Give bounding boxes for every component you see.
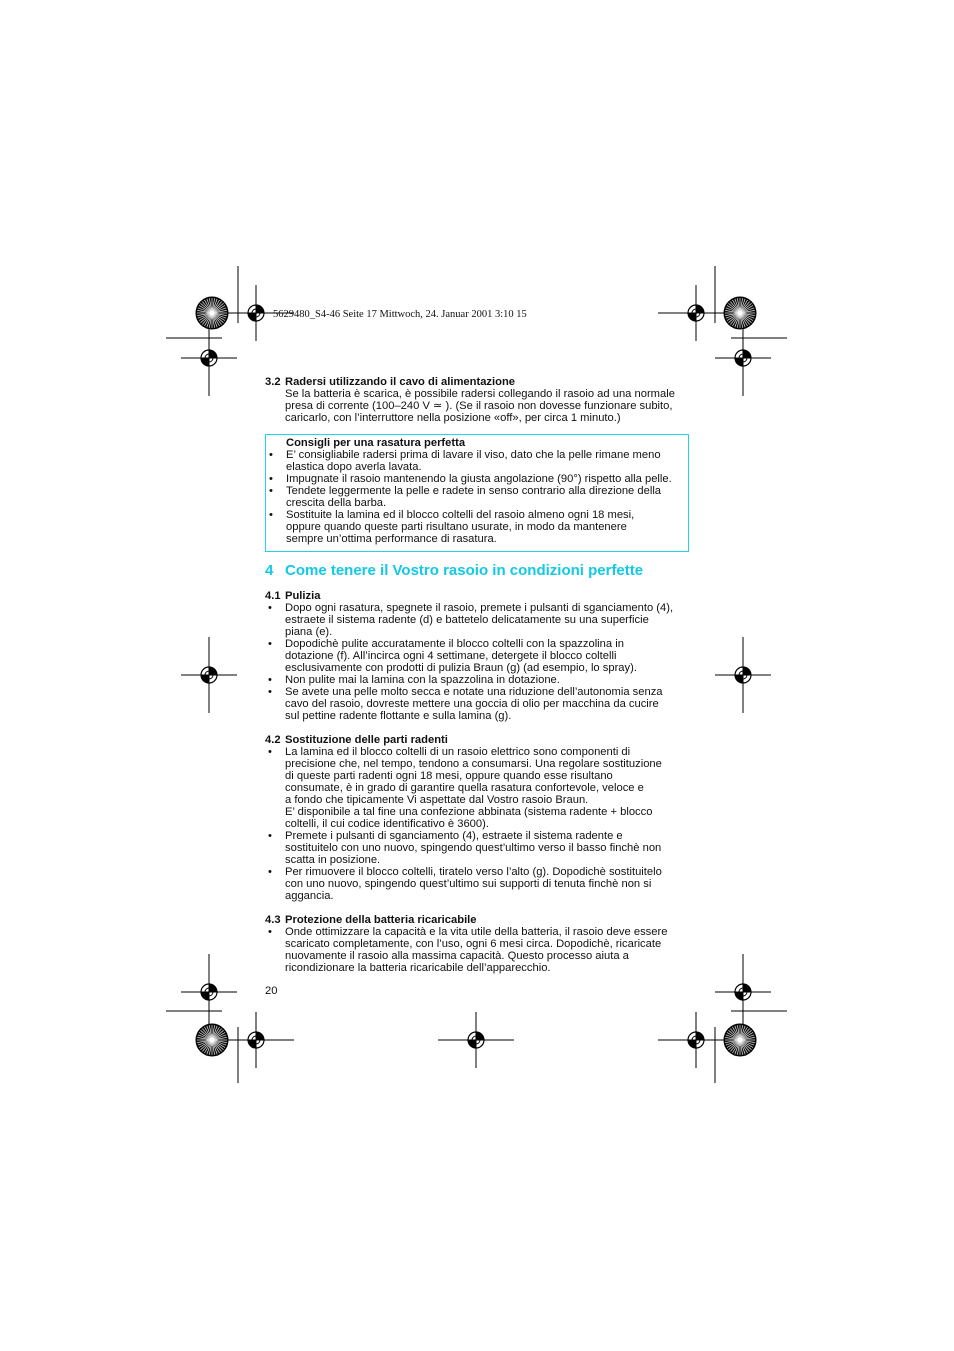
list-item xyxy=(265,638,687,674)
section-title: Protezione della batteria ricaricabile xyxy=(285,914,477,926)
text-line: nuovamente il rasoio alla massima capacità. Questo processo aiuta a xyxy=(285,950,629,962)
text-line: oppure quando queste parti risultano usurate, in modo da mantenere xyxy=(286,521,627,533)
text-line: piana (e). xyxy=(285,626,333,638)
section-number: 4.1 xyxy=(265,590,281,602)
page-content xyxy=(265,376,687,974)
text-line: • Se avete una pelle molto secca e notate una riduzione dell’autonomia senza xyxy=(285,686,663,698)
list-item xyxy=(265,674,687,686)
bullet-list xyxy=(265,602,687,722)
section-title: Sostituzione delle parti radenti xyxy=(285,734,448,746)
list-item xyxy=(265,686,687,722)
text-line: cavo del rasoio, dovreste mettere una goccia di olio per macchina da cucire xyxy=(285,698,659,710)
list-item xyxy=(265,746,687,830)
section-4-2 xyxy=(265,734,687,902)
color-wheel-target-icon xyxy=(196,1024,228,1056)
text-line: • Premete i pulsanti di sganciamento (4), estraete il sistema radente e xyxy=(285,830,623,842)
text-line: estraete il sistema radente (d) e battetelo delicatamente su una superficie xyxy=(285,614,649,626)
list-item xyxy=(265,830,687,866)
text-line: consumate, è in grado di garantire quella rasatura confortevole, veloce e xyxy=(285,782,644,794)
text-line: sempre un’ottima performance di rasatura. xyxy=(286,533,497,545)
text-line: esclusivamente con prodotti di pulizia Braun (g) (ad esempio, lo spray). xyxy=(285,662,637,674)
text-line: elastica dopo averla lavata. xyxy=(286,461,422,473)
section-4-1 xyxy=(265,590,687,722)
text-line: precisione che, nel tempo, tendono a consumarsi. Una regolare sostituzione xyxy=(285,758,662,770)
spacer xyxy=(265,902,687,914)
text-line: di queste parti radenti ogni 18 mesi, oppure quando esse risultano xyxy=(285,770,613,782)
text-line: • Sostituite la lamina ed il blocco coltelli del rasoio almeno ogni 18 mesi, xyxy=(286,509,635,521)
list-item xyxy=(266,509,682,545)
registration-mark-icon xyxy=(218,1012,294,1068)
tips-title: Consigli per una rasatura perfetta xyxy=(286,437,466,449)
section-number: 3.2 xyxy=(265,376,281,388)
print-slug: 5629480_S4-46 Seite 17 Mittwoch, 24. Januar 2001 3:10 15 xyxy=(273,309,527,320)
chapter-title: Come tenere il Vostro rasoio in condizioni perfette xyxy=(285,562,644,579)
tips-box xyxy=(265,434,689,552)
list-item xyxy=(266,473,682,485)
registration-mark-icon xyxy=(181,320,237,396)
text-line: scatta in posizione. xyxy=(285,854,381,866)
list-item xyxy=(266,485,682,509)
section-heading xyxy=(265,376,687,388)
text-line: sul pettine radente flottante e sulla lamina (g). xyxy=(285,710,512,722)
text-line: • Onde ottimizzare la capacità e la vita utile della batteria, il rasoio deve essere xyxy=(285,926,668,938)
text-line: coltelli, il cui codice identificativo è 3600). xyxy=(285,818,489,830)
color-wheel-target-icon xyxy=(724,297,756,329)
section-3-2 xyxy=(265,376,687,424)
list-item xyxy=(265,602,687,638)
section-title: Radersi utilizzando il cavo di alimentazione xyxy=(285,376,516,388)
section-paragraph xyxy=(265,388,687,424)
section-heading xyxy=(265,734,687,746)
text-line: caricarlo, con l’interruttore nella posizione «off», per circa 1 minuto.) xyxy=(285,412,621,424)
registration-mark-icon xyxy=(658,1012,734,1068)
registration-mark-icon xyxy=(181,954,237,1030)
list-item xyxy=(266,449,682,473)
registration-mark-icon xyxy=(181,637,237,713)
page-number: 20 xyxy=(265,985,278,997)
registration-mark-icon xyxy=(715,637,771,713)
text-line: ricondizionare la batteria ricaricabile dell’apparecchio. xyxy=(285,962,551,974)
spacer xyxy=(265,722,687,734)
registration-mark-icon xyxy=(715,954,771,1030)
text-line: sostituitelo con uno nuovo, spingendo quest’ultimo verso il basso finchè non xyxy=(285,842,662,854)
text-line: • Impugnate il rasoio mantenendo la giusta angolazione (90°) rispetto alla pelle. xyxy=(286,473,672,485)
list-item xyxy=(265,926,687,974)
text-line: E’ disponibile a tal fine una confezione abbinata (sistema radente + blocco xyxy=(285,806,653,818)
section-heading xyxy=(265,590,687,602)
text-line: • Non pulite mai la lamina con la spazzolina in dotazione. xyxy=(285,674,560,686)
registration-mark-icon xyxy=(658,285,734,341)
text-line: • La lamina ed il blocco coltelli di un rasoio elettrico sono componenti di xyxy=(285,746,631,758)
section-number: 4.3 xyxy=(265,914,281,926)
text-line: con uno nuovo, spingendo quest’ultimo sui supporti di tenuta finchè non si xyxy=(285,878,652,890)
bullet-list xyxy=(265,746,687,902)
chapter-number: 4 xyxy=(265,562,274,579)
section-heading xyxy=(265,914,687,926)
text-line: Se la batteria è scarica, è possibile radersi collegando il rasoio ad una normale xyxy=(285,388,675,400)
registration-mark-icon xyxy=(715,320,771,396)
section-4-3 xyxy=(265,914,687,974)
section-title: Pulizia xyxy=(285,590,321,602)
bullet-list xyxy=(265,926,687,974)
list-item xyxy=(265,866,687,902)
color-wheel-target-icon xyxy=(196,297,228,329)
text-line: crescita della barba. xyxy=(286,497,387,509)
text-line: scaricato completamente, con l’uso, ogni 6 mesi circa. Dopodichè, ricaricate xyxy=(285,938,662,950)
section-number: 4.2 xyxy=(265,734,281,746)
color-wheel-target-icon xyxy=(724,1024,756,1056)
text-line: presa di corrente (100–240 V ≃ ). (Se il rasoio non dovesse funzionare subito, xyxy=(285,400,673,412)
text-line: a fondo che tipicamente Vi aspettate dal Vostro rasoio Braun. xyxy=(285,794,589,806)
tips-list xyxy=(266,449,682,545)
registration-mark-icon xyxy=(438,1012,514,1068)
text-line: dotazione (f). All’incirca ogni 4 settimane, detergete il blocco coltelli xyxy=(285,650,617,662)
text-line: aggancia. xyxy=(285,890,334,902)
text-line: • Per rimuovere il blocco coltelli, tiratelo verso l’alto (g). Dopodichè sostituitelo xyxy=(285,866,662,878)
chapter-heading xyxy=(265,562,687,580)
text-line: • Dopodichè pulite accuratamente il blocco coltelli con la spazzolina in xyxy=(285,638,624,650)
text-line: • Tendete leggermente la pelle e radete in senso contrario alla direzione della xyxy=(286,485,662,497)
text-line: • E’ consigliabile radersi prima di lavare il viso, dato che la pelle rimane meno xyxy=(286,449,661,461)
text-line: • Dopo ogni rasatura, spegnete il rasoio, premete i pulsanti di sganciamento (4), xyxy=(285,602,674,614)
